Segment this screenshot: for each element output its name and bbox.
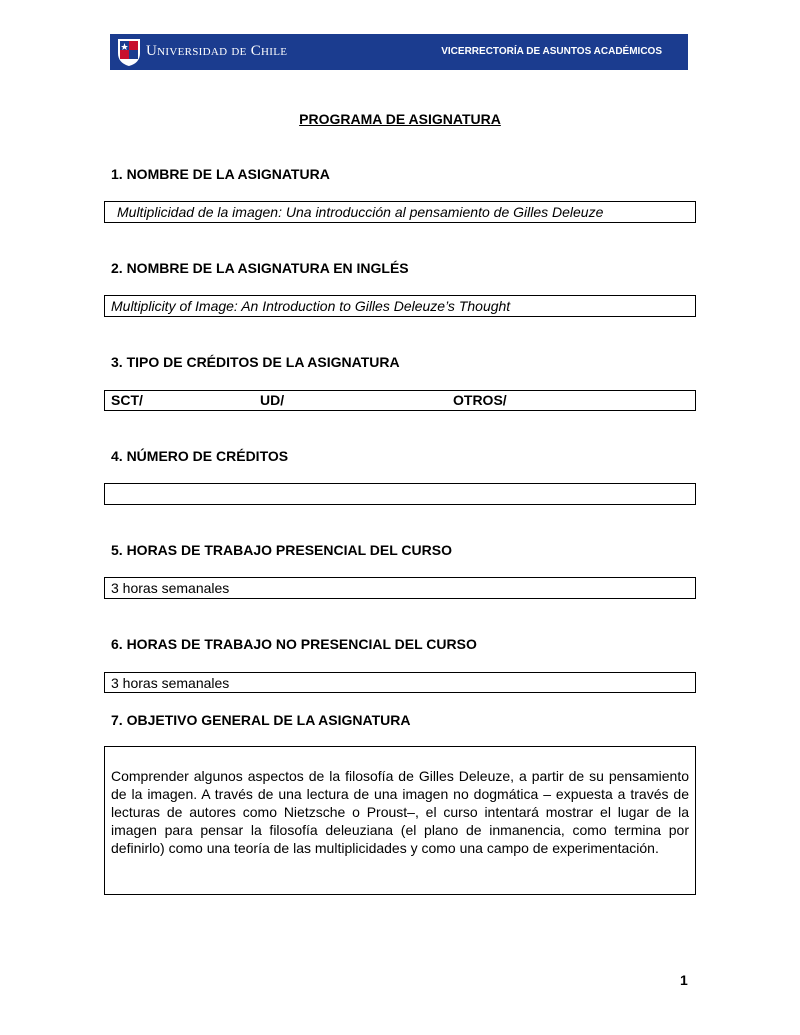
university-crest-icon: [116, 37, 142, 67]
credit-number-field: [104, 483, 696, 505]
section-3-heading: 3. TIPO DE CRÉDITOS DE LA ASIGNATURA: [111, 354, 400, 370]
page-title: PROGRAMA DE ASIGNATURA: [299, 111, 501, 127]
independent-hours-field: 3 horas semanales: [104, 672, 696, 693]
section-2-heading: 2. NOMBRE DE LA ASIGNATURA EN INGLÉS: [111, 260, 409, 276]
section-5-heading: 5. HORAS DE TRABAJO PRESENCIAL DEL CURSO: [111, 542, 452, 558]
section-1-heading: 1. NOMBRE DE LA ASIGNATURA: [111, 166, 330, 182]
section-7-heading: 7. OBJETIVO GENERAL DE LA ASIGNATURA: [111, 712, 411, 728]
course-name-field: Multiplicidad de la imagen: Una introducción al pensamiento de Gilles Deleuze: [104, 201, 696, 223]
university-name: Universidad de Chile: [146, 43, 288, 59]
section-6-heading: 6. HORAS DE TRABAJO NO PRESENCIAL DEL CURSO: [111, 636, 477, 652]
course-name-english-field: Multiplicity of Image: An Introduction to Gilles Deleuze’s Thought: [104, 295, 696, 317]
contact-hours-field: 3 horas semanales: [104, 577, 696, 599]
credit-otros-label: OTROS/: [453, 392, 507, 408]
credit-sct-label: SCT/: [111, 392, 143, 408]
office-name: VICERRECTORÍA DE ASUNTOS ACADÉMICOS: [441, 46, 662, 57]
general-objective-field: Comprender algunos aspectos de la filosofía de Gilles Deleuze, a partir de su pensamiento de la imagen. A través de una lectura de una imagen no dogmática – expuesta a través de lecturas de autores como Nietzsche o Proust–, el curso intentará mostrar el lugar de la imagen para pensar la filosofía deleuziana (el plano de inmanencia, como termina por definirlo) como una teoría de las multiplicidades y como una campo de experimentación.: [104, 746, 696, 895]
header-banner: [110, 34, 688, 70]
page-number: 1: [680, 972, 688, 988]
section-4-heading: 4. NÚMERO DE CRÉDITOS: [111, 448, 289, 464]
credit-ud-label: UD/: [260, 392, 285, 408]
credit-type-field: [104, 390, 696, 411]
